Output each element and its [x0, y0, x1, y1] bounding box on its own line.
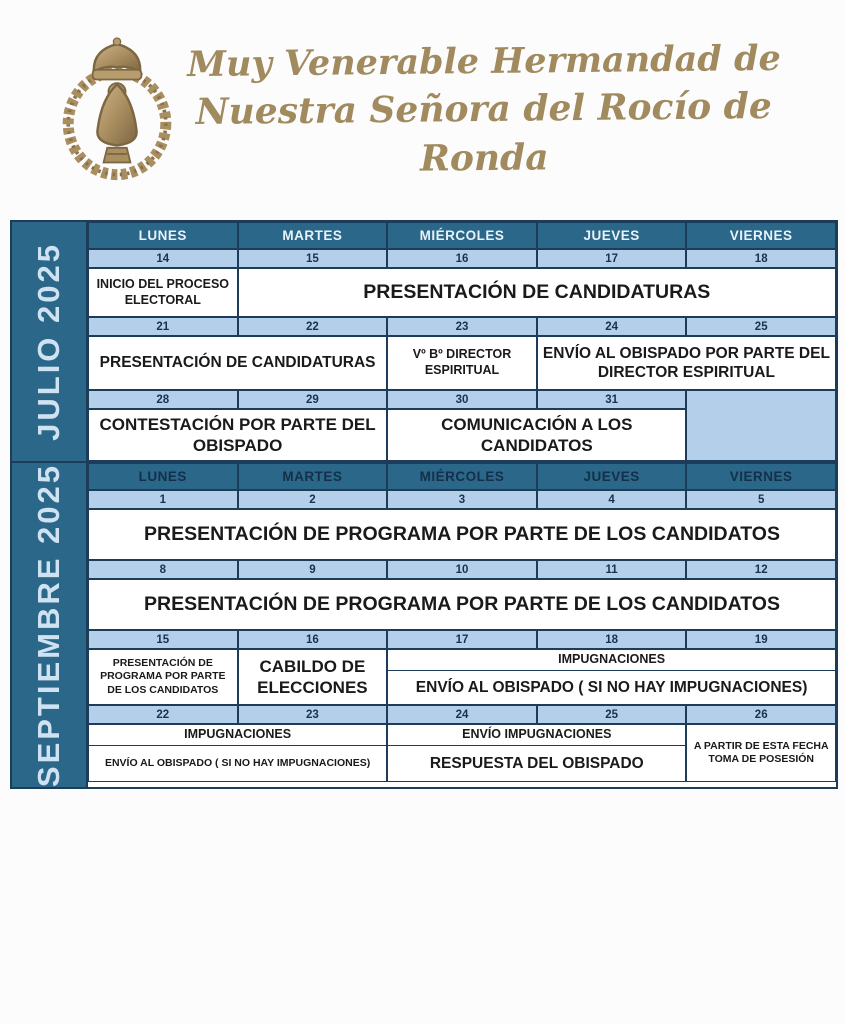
event-text: IMPUGNACIONES: [388, 650, 835, 671]
date-cell: 8: [88, 560, 238, 579]
date-cell: 11: [537, 560, 687, 579]
week-row: [88, 630, 836, 705]
week-row: [88, 317, 836, 390]
date-cell: 26: [686, 705, 836, 724]
date-cell: 23: [238, 705, 388, 724]
event-text: ENVÍO AL OBISPADO ( SI NO HAY IMPUGNACIONES): [104, 756, 371, 769]
date-cell: 24: [537, 317, 687, 336]
date-cell: 18: [686, 249, 836, 268]
date-cell: 15: [238, 249, 388, 268]
event-text: ENVÍO IMPUGNACIONES: [388, 725, 685, 746]
day-header-row: [88, 222, 836, 249]
org-title: [178, 38, 790, 182]
date-cell: 17: [537, 249, 687, 268]
date-cell: 9: [238, 560, 388, 579]
week-row: [88, 560, 836, 630]
event-cell-stacked: [387, 649, 836, 705]
week-row: [88, 490, 836, 560]
event-cell-stacked: [88, 724, 387, 782]
day-header-row: [88, 463, 836, 490]
month-label-strip: [12, 222, 88, 461]
date-cell: 15: [88, 630, 238, 649]
header: [0, 20, 846, 200]
date-cell: 4: [537, 490, 687, 509]
date-cell: 30: [387, 390, 537, 409]
hermandad-emblem-icon: [56, 35, 178, 185]
event-cell: PRESENTACIÓN DE PROGRAMA POR PARTE DE LOS CANDIDATOS: [88, 649, 238, 705]
event-cell: PRESENTACIÓN DE PROGRAMA POR PARTE DE LOS CANDIDATOS: [88, 509, 836, 560]
calendar-septiembre-2025: [10, 461, 838, 789]
date-cell: 25: [537, 705, 687, 724]
day-header-viernes: VIERNES: [686, 463, 836, 490]
day-header-martes: MARTES: [238, 222, 388, 249]
date-cell: 23: [387, 317, 537, 336]
week-row: [88, 390, 836, 461]
election-calendar: [10, 220, 838, 789]
date-cell: 19: [686, 630, 836, 649]
calendar-julio-2025: [10, 220, 838, 463]
day-header-jueves: JUEVES: [537, 463, 687, 490]
event-cell: INICIO DEL PROCESO ELECTORAL: [88, 268, 238, 317]
day-header-miercoles: MIÉRCOLES: [387, 222, 537, 249]
month-label: JULIO 2025: [31, 242, 66, 441]
event-text: IMPUGNACIONES: [89, 725, 386, 746]
date-cell: 10: [387, 560, 537, 579]
date-cell: 16: [238, 630, 388, 649]
date-cell: 21: [88, 317, 238, 336]
event-cell: PRESENTACIÓN DE PROGRAMA POR PARTE DE LOS CANDIDATOS: [88, 579, 836, 630]
event-cell: PRESENTACIÓN DE CANDIDATURAS: [238, 268, 836, 317]
day-header-viernes: VIERNES: [686, 222, 836, 249]
date-cell: 22: [238, 317, 388, 336]
date-cell: 22: [88, 705, 238, 724]
date-cell: 29: [238, 390, 388, 409]
org-title-line2: Nuestra Señora del Rocío de Ronda: [195, 85, 772, 180]
calendar-body: [88, 222, 836, 461]
org-title-line1: Muy Venerable Hermandad de: [187, 37, 781, 85]
event-cell: A PARTIR DE ESTA FECHA TOMA DE POSESIÓN: [686, 724, 836, 782]
date-cell: 18: [537, 630, 687, 649]
date-cell: 17: [387, 630, 537, 649]
date-cell: 28: [88, 390, 238, 409]
date-cell: 24: [387, 705, 537, 724]
month-label-strip: [12, 463, 88, 787]
event-cell: Vº Bº DIRECTOR ESPIRITUAL: [387, 336, 537, 390]
date-cell: 5: [686, 490, 836, 509]
date-cell: 25: [686, 317, 836, 336]
date-cell: 14: [88, 249, 238, 268]
event-text: RESPUESTA DEL OBISPADO: [429, 754, 644, 772]
month-label: SEPTIEMBRE 2025: [31, 463, 66, 788]
week-row: [88, 705, 836, 782]
event-text: ENVÍO AL OBISPADO ( SI NO HAY IMPUGNACIONES): [415, 678, 808, 696]
day-header-martes: MARTES: [238, 463, 388, 490]
event-cell: PRESENTACIÓN DE CANDIDATURAS: [88, 336, 387, 390]
date-cell: 16: [387, 249, 537, 268]
date-cell: 1: [88, 490, 238, 509]
event-cell: CABILDO DE ELECCIONES: [238, 649, 388, 705]
day-header-lunes: LUNES: [88, 463, 238, 490]
week-row: [88, 249, 836, 317]
calendar-body: [88, 463, 836, 787]
date-cell: 2: [238, 490, 388, 509]
day-header-jueves: JUEVES: [537, 222, 687, 249]
date-cell: 31: [537, 390, 687, 409]
event-cell: CONTESTACIÓN POR PARTE DEL OBISPADO: [88, 409, 387, 461]
day-header-lunes: LUNES: [88, 222, 238, 249]
empty-cell: [686, 390, 836, 461]
event-cell-stacked: [387, 724, 686, 782]
event-cell: COMUNICACIÓN A LOS CANDIDATOS: [387, 409, 686, 461]
date-cell: 3: [387, 490, 537, 509]
day-header-miercoles: MIÉRCOLES: [387, 463, 537, 490]
event-cell: ENVÍO AL OBISPADO POR PARTE DEL DIRECTOR ESPIRITUAL: [537, 336, 836, 390]
date-cell: 12: [686, 560, 836, 579]
